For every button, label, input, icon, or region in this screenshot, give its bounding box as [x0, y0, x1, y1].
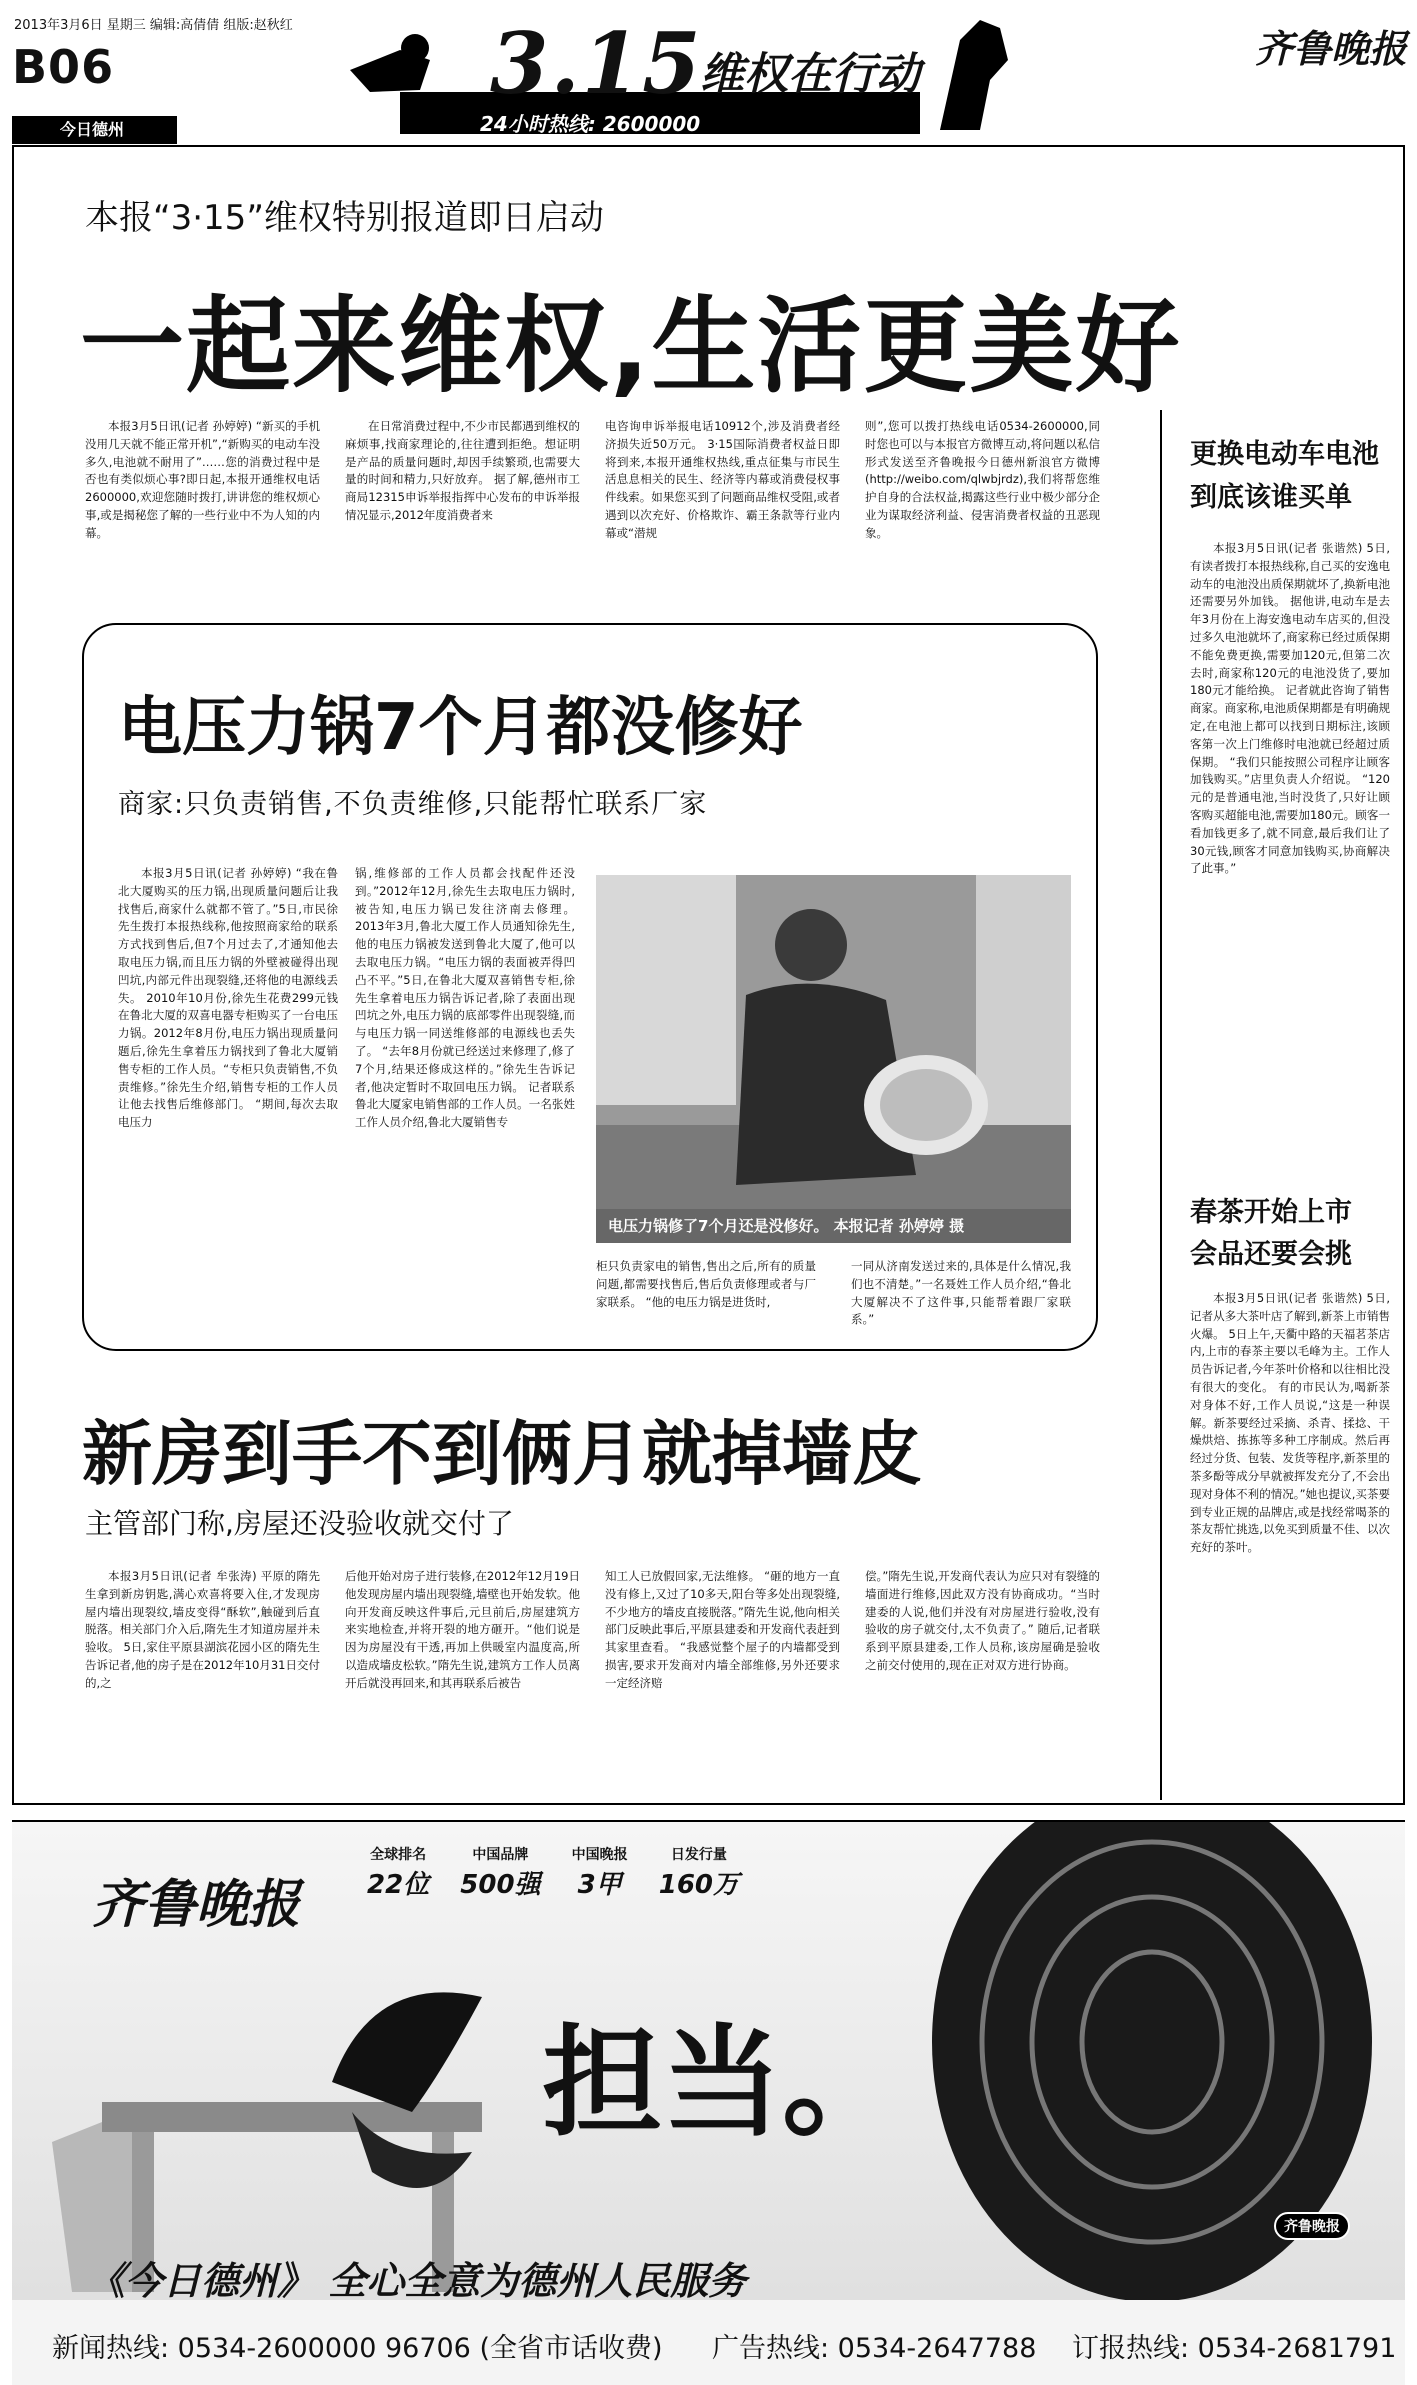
cooker-subhead: 商家:只负责销售,不负责维修,只能帮忙联系厂家 [118, 789, 708, 820]
cooker-text-4: 一同从济南发送过来的,具体是什么情况,我们也不清楚。”一名聂姓工作人员介绍,“鲁北大厦解决不了这件事,只能帮着跟厂家联系。” [851, 1259, 1071, 1327]
sidebar-divider [1160, 410, 1162, 1800]
house-text-2: 后他开始对房子进行装修,在2012年12月19日他发现房屋内墙出现裂缝,墙壁也开始发软。他向开发商反映这件事后,元旦前后,房屋建筑方来实地检查,并将开裂的地方砸开。“他们说是因为房屋没有干透,再加上供暖室内温度高,所以造成墙皮松软。”隋先生说,建筑方工作人员离开后就没再回来,和其再联系后被告 [345, 1569, 580, 1690]
stat-value: 500强 [460, 1870, 541, 1900]
stat-value: 3甲 [577, 1870, 622, 1900]
stat-value: 22位 [367, 1870, 430, 1900]
lead-text-4: 则”,您可以拨打热线电话0534-2600000,同时您也可以与本报官方微博互动,将问题以私信形式发送至齐鲁晚报今日德州新浪官方微博(http://weibo.com/qlwbjrdz),我们将帮您维护自身的合法权益,揭露这些行业中极少部分企业为谋取经济利益、侵害消费者权益的丑恶现象。 [865, 419, 1100, 540]
house-text-1: 本报3月5日讯(记者 牟张涛) 平原的隋先生拿到新房钥匙,满心欢喜将要入住,才发现房屋内墙出现裂纹,墙皮变得“酥软”,触碰到后直脱落。相关部门介入后,隋先生才知道房屋并未验收。 5日,家住平原县湖滨花园小区的隋先生告诉记者,他的房子是在2012年10月31日交付的,之 [85, 1569, 320, 1690]
house-col-4 [865, 1568, 1100, 1675]
house-subhead: 主管部门称,房屋还没验收就交付了 [85, 1507, 514, 1540]
lead-text-3: 电咨询申诉举报电话10912个,涉及消费者经济损失近50万元。 3·15国际消费者权益日即将到来,本报开通维权热线,重点征集与市民生活息息相关的民生、经济等内幕或消费侵权事件线索。如果您买到了问题商品维权受阻,或者遇到以次充好、价格欺诈、霸王条款等行业内幕或“潜规 [605, 419, 840, 540]
stat-label: 全球排名 [370, 1847, 427, 1863]
tea-col [1190, 1290, 1390, 1557]
house-col-3 [605, 1568, 840, 1693]
news-hotline: 新闻热线: 0534-2600000 96706 (全省市话收费) [52, 2333, 663, 2364]
ad-brand: 齐鲁晚报 [92, 1874, 301, 1935]
house-headline: 新房到手不到俩月就掉墙皮 [82, 1413, 922, 1495]
lead-col-4 [865, 418, 1100, 543]
cooker-text-3: 柜只负责家电的销售,售出之后,所有的质量问题,都需要找售后,售后负责修理或者与厂家联系。 “他的电压力锅是进货时, [596, 1259, 816, 1309]
banner-hotline: 24小时热线: 2600000 [480, 112, 701, 136]
ad-stats [367, 1844, 765, 1901]
page-code: B06 [12, 40, 115, 94]
ad-slogan: 《今日德州》 全心全意为德州人民服务 [87, 2259, 747, 2303]
battery-headline-line2: 到底该谁买单 [1190, 482, 1352, 513]
ad-stat [659, 1844, 739, 1901]
cooker-col-3 [596, 1258, 816, 1311]
house-col-2 [345, 1568, 580, 1693]
newspaper-brand: 齐鲁晚报 [1255, 26, 1408, 71]
house-text-4: 偿。”隋先生说,开发商代表认为应只对有裂缝的墙面进行维修,因此双方没有协商成功。“当时建委的人说,他们并没有对房屋进行验收,没有验收的房子就交付,太不负责了。” 随后,记者联系到平原县建委,工作人员称,该房屋确是验收之前交付使用的,现在正对双方进行协商。 [865, 1569, 1100, 1672]
ad-stat [460, 1844, 540, 1901]
battery-col [1190, 540, 1390, 878]
tea-headline-line1: 春茶开始上市 [1190, 1197, 1352, 1228]
photo-caption: 电压力锅修了7个月还是没修好。 本报记者 孙婷婷 摄 [596, 1209, 1071, 1243]
lead-col-3 [605, 418, 840, 543]
tea-headline-line2: 会品还要会挑 [1190, 1239, 1352, 1270]
cooker-headline: 电压力锅7个月都没修好 [118, 691, 803, 765]
subscription-hotline: 订报热线: 0534-2681791 [1072, 2333, 1397, 2364]
issue-date-line: 2013年3月6日 星期三 编辑:高倩倩 组版:赵秋红 [14, 18, 293, 33]
photo-illustration [596, 875, 1071, 1243]
cooker-col-2 [355, 865, 575, 1132]
ad-stat [367, 1844, 429, 1901]
cooker-photo [596, 875, 1071, 1243]
lead-kicker: 本报“3·15”维权特别报道即日启动 [85, 198, 604, 238]
ad-motto: 担当。 [542, 2012, 902, 2153]
ad-stat [572, 1844, 628, 1901]
section-tab: 今日德州 [12, 116, 177, 144]
cooker-text-2: 锅,维修部的工作人员都会找配件还没到。”2012年12月,徐先生去取电压力锅时,被告知,电压力锅已发往济南去修理。 2013年3月,鲁北大厦工作人员通知徐先生,他的电压力锅被发送到鲁北大厦了,他可以去取电压力锅。“电压力锅的表面被弄得凹凸不平。”5日,在鲁北大厦双喜销售专柜,徐先生拿着电压力锅告诉记者,除了表面出现凹坑之外,电压力锅的底部零件出现裂缝,而与电压力锅一同送维修部的电源线也丢失了。 “去年8月份就已经送过来修理了,修了7个月,结果还修成这样的。”徐先生告诉记者,他决定暂时不取回电压力锅。 记者联系鲁北大厦家电销售部的工作人员。一名张姓工作人员介绍,鲁北大厦销售专 [355, 866, 575, 1130]
cooker-text-1: 本报3月5日讯(记者 孙婷婷) “我在鲁北大厦购买的压力锅,出现质量问题后让我找售后,商家什么就都不管了。”5日,市民徐先生拨打本报热线称,他按照商家给的联系方式找到售后,但7个月过去了,才通知他去取电压力锅,而且压力锅的外壁被碰得出现凹坑,内部元件出现裂缝,还将他的电源线丢失。 2010年10月份,徐先生花费299元钱在鲁北大厦的双喜电器专柜购买了一台电压力锅。2012年8月份,电压力锅出现质量问题后,徐先生拿着压力锅找到了鲁北大厦销售专柜的工作人员。“专柜只负责销售,不负责维修。”徐先生介绍,销售专柜的工作人员让他去找售后维修部门。 “期间,每次去取电压力 [118, 866, 338, 1130]
lead-col-1 [85, 418, 320, 543]
tea-text: 本报3月5日讯(记者 张谐然) 5日,记者从多大茶叶店了解到,新茶上市销售火爆。 5日上午,天衢中路的天福茗茶店内,上市的春茶主要以毛峰为主。工作人员告诉记者,今年茶叶价格和以往相比没有很大的变化。 有的市民认为,喝新茶对身体不好,工作人员说,“这是一种误解。新茶要经过采摘、杀青、揉捻、干燥烘焙、拣拣等多种工序制成。然后再经过分货、包装、发货等程序,新茶里的茶多酚等成分早就被挥发充分了,不会出现对身体不利的情况。”她也提议,买茶要到专业正规的品牌店,或是找经常喝茶的茶友帮忙挑选,以免买到质量不佳、以次充好的茶叶。 [1190, 1291, 1390, 1555]
cooker-col-4 [851, 1258, 1071, 1329]
rights-banner [340, 0, 1040, 140]
newspaper-ad [12, 1820, 1405, 2385]
lead-text-1: 本报3月5日讯(记者 孙婷婷) “新买的手机没用几天就不能正常开机”,“新购买的电动车没多久,电池就不耐用了”……您的消费过程中是否也有类似烦心事?即日起,本报开通维权电话2600000,欢迎您随时拨打,讲讲您的维权烦心事,或是揭秘您了解的一些行业中不为人知的内幕。 [85, 419, 320, 540]
stat-value: 160万 [658, 1870, 740, 1900]
house-text-3: 知工人已放假回家,无法维修。 “砸的地方一直没有修上,又过了10多天,阳台等多处出现裂缝,不少地方的墙皮直接脱落。”隋先生说,他向相关部门反映此事后,平原县建委和开发商代表赶到其家里查看。 “我感觉整个屋子的内墙都受到损害,要求开发商对内墙全部维修,另外还要求一定经济赔 [605, 1569, 840, 1690]
battery-text: 本报3月5日讯(记者 张谐然) 5日,有读者拨打本报热线称,自己买的安逸电动车的电池没出质保期就坏了,换新电池还需要另外加钱。 据他讲,电动车是去年3月份在上海安逸电动车店买的,但没过多久电池就坏了,商家称已经过质保期不能免费更换,需要加120元,但第二次去时,商家称120元的电池没货了,要加180元才能给换。 记者就此咨询了销售商家。商家称,电池质保期都是有明确规定,在电池上都可以找到日期标注,该顾客第一次上门维修时电池就已经超过质保期。 “我们只能按照公司程序让顾客加钱购买。”店里负责人介绍说。 “120元的是普通电池,当时没货了,只好让顾客购买超能电池,需要加180元。顾客一看加钱更多了,就不同意,最后我们让了30元钱,顾客才同意加钱购买,协商解决了此事。” [1190, 541, 1390, 876]
stat-label: 中国晚报 [571, 1847, 628, 1863]
lead-text-2: 在日常消费过程中,不少市民都遇到维权的麻烦事,找商家理论的,往往遭到拒绝。想证明是产品的质量问题时,却因手续繁琐,也需要大量的时间和精力,只好放弃。 据了解,德州市工商局12315申诉举报指挥中心发布的申诉举报情况显示,2012年度消费者来 [345, 419, 580, 522]
banner-slogan: 维权在行动 [700, 49, 920, 100]
battery-headline-line1: 更换电动车电池 [1190, 439, 1379, 470]
stat-label: 日发行量 [670, 1847, 727, 1863]
banner-title: 3.15 [490, 14, 703, 113]
house-col-1 [85, 1568, 320, 1693]
ad-stamp: 齐鲁晚报 [1274, 2212, 1350, 2240]
stat-label: 中国品牌 [472, 1847, 529, 1863]
lead-headline: 一起来维权,生活更美好 [80, 285, 1182, 407]
ad-hotline: 广告热线: 0534-2647788 [712, 2333, 1037, 2364]
cooker-col-1 [118, 865, 338, 1132]
lead-col-2 [345, 418, 580, 525]
